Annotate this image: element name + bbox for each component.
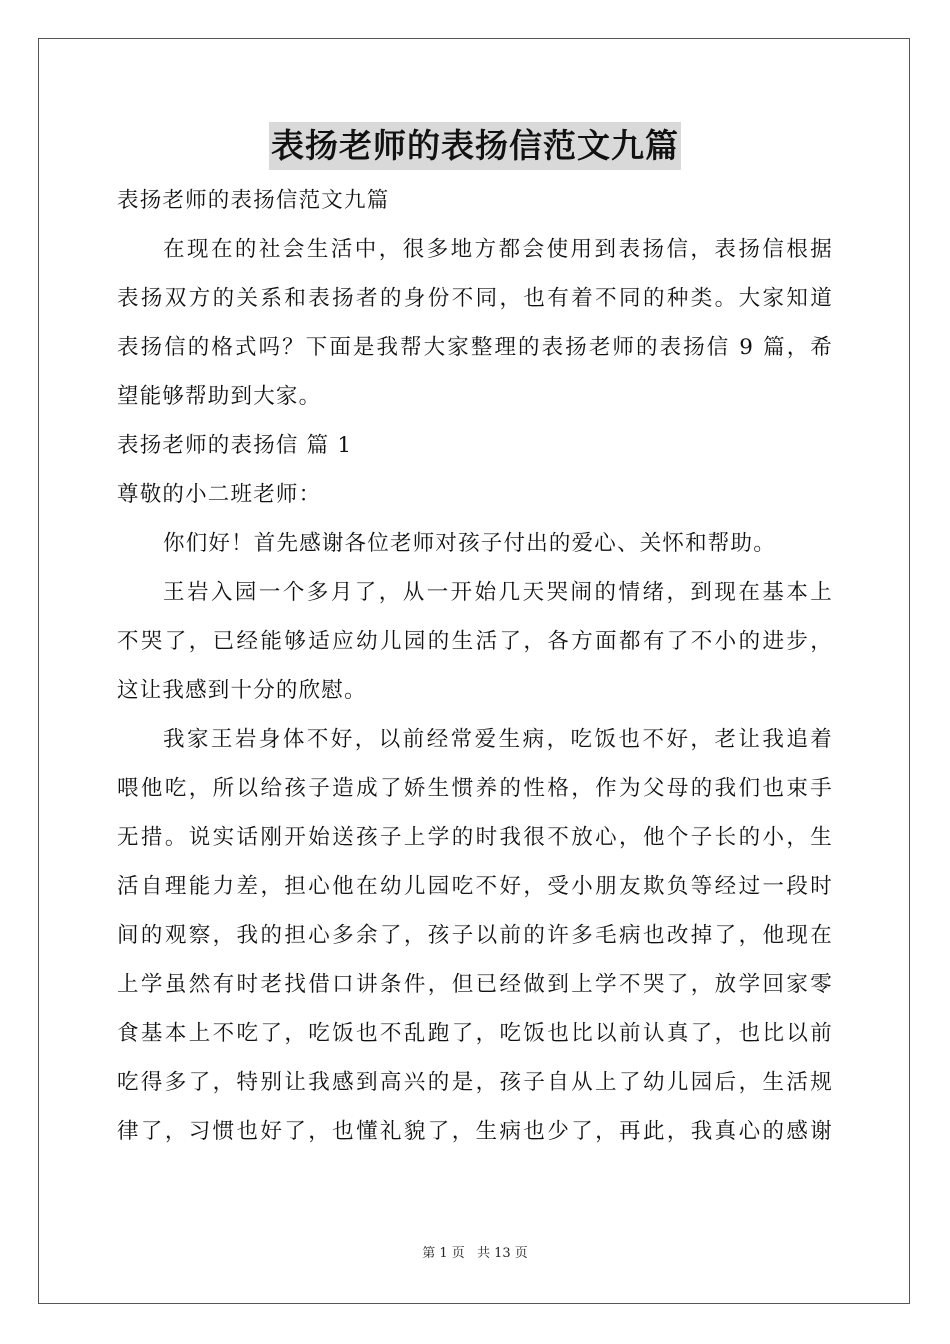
page-footer	[0, 1244, 950, 1264]
text-line: 表扬老师的表扬信 篇 1	[117, 433, 353, 458]
text-line: 食基本上不吃了，吃饭也不乱跑了，吃饭也比以前认真了，也比以前	[117, 1021, 833, 1046]
text-line: 无措。说实话刚开始送孩子上学的时我很不放心，他个子长的小，生	[117, 825, 833, 850]
text-line: 表扬双方的关系和表扬者的身份不同，也有着不同的种类。大家知道	[117, 286, 833, 311]
text-line: 间的观察，我的担心多余了，孩子以前的许多毛病也改掉了，他现在	[117, 923, 833, 948]
page-total: 共 13 页	[476, 1246, 528, 1261]
text-line: 活自理能力差，担心他在幼儿园吃不好，受小朋友欺负等经过一段时	[117, 874, 833, 899]
text-line: 表扬信的格式吗？下面是我帮大家整理的表扬老师的表扬信 9 篇，希	[117, 335, 833, 360]
text-line: 喂他吃，所以给孩子造成了娇生惯养的性格，作为父母的我们也束手	[117, 776, 833, 801]
text-line: 在现在的社会生活中，很多地方都会使用到表扬信，表扬信根据	[163, 237, 833, 262]
document-body	[117, 176, 833, 1156]
text-line: 我家王岩身体不好，以前经常爱生病，吃饭也不好，老让我追着	[163, 727, 833, 752]
text-line: 吃得多了，特别让我感到高兴的是，孩子自从上了幼儿园后，生活规	[117, 1070, 833, 1095]
document-title: 表扬老师的表扬信范文九篇	[269, 122, 681, 170]
text-line: 尊敬的小二班老师：	[117, 482, 322, 507]
text-line: 这让我感到十分的欣慰。	[117, 678, 367, 703]
text-line: 望能够帮助到大家。	[117, 384, 322, 409]
text-line: 王岩入园一个多月了，从一开始几天哭闹的情绪，到现在基本上	[163, 580, 833, 605]
text-line: 表扬老师的表扬信范文九篇	[117, 188, 390, 213]
text-line: 不哭了，已经能够适应幼儿园的生活了，各方面都有了不小的进步，	[117, 629, 833, 654]
text-line: 你们好！首先感谢各位老师对孩子付出的爱心、关怀和帮助。	[163, 531, 776, 556]
text-line: 上学虽然有时老找借口讲条件，但已经做到上学不哭了，放学回家零	[117, 972, 833, 997]
title-area	[0, 122, 950, 170]
page-number: 第 1 页	[422, 1246, 465, 1261]
text-line: 律了，习惯也好了，也懂礼貌了，生病也少了，再此，我真心的感谢	[117, 1119, 833, 1144]
